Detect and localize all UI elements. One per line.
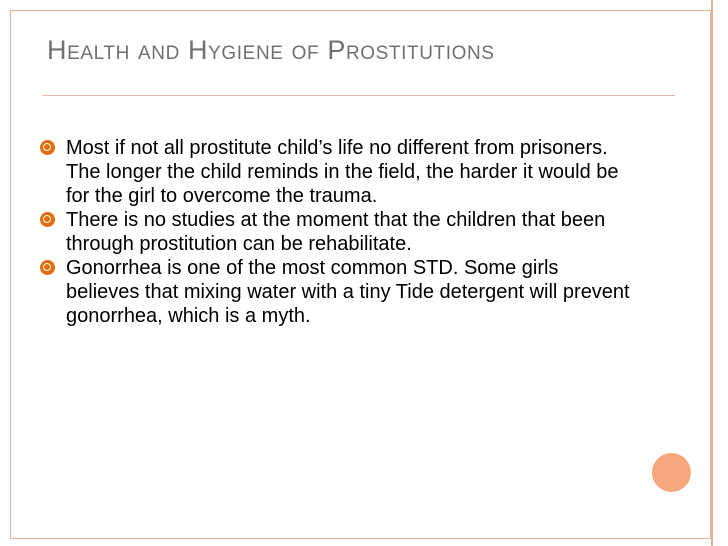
bullet-item	[40, 208, 630, 256]
vertical-accent-line	[711, 0, 713, 546]
bullet-text: Gonorrhea is one of the most common STD. Some girls believes that mixing water with a tiny Tide detergent will prevent gonorrhea, which is a myth.	[66, 257, 630, 327]
bullet-text: There is no studies at the moment that the children that been through prostitution can be rehabilitate.	[66, 209, 606, 255]
bullet-item	[40, 256, 630, 328]
bullet-list	[40, 136, 630, 328]
circle-bullet-icon	[40, 212, 55, 227]
circle-bullet-icon	[40, 260, 55, 275]
title-divider	[42, 95, 675, 96]
slide-title: Health and Hygiene of Prostitutions	[47, 35, 495, 65]
orange-circle-icon	[652, 453, 691, 492]
circle-bullet-icon	[40, 140, 55, 155]
bullet-text: Most if not all prostitute child’s life no different from prisoners. The longer the child reminds in the field, the harder it would be for the girl to overcome the trauma.	[66, 137, 619, 207]
bullet-item	[40, 136, 630, 208]
